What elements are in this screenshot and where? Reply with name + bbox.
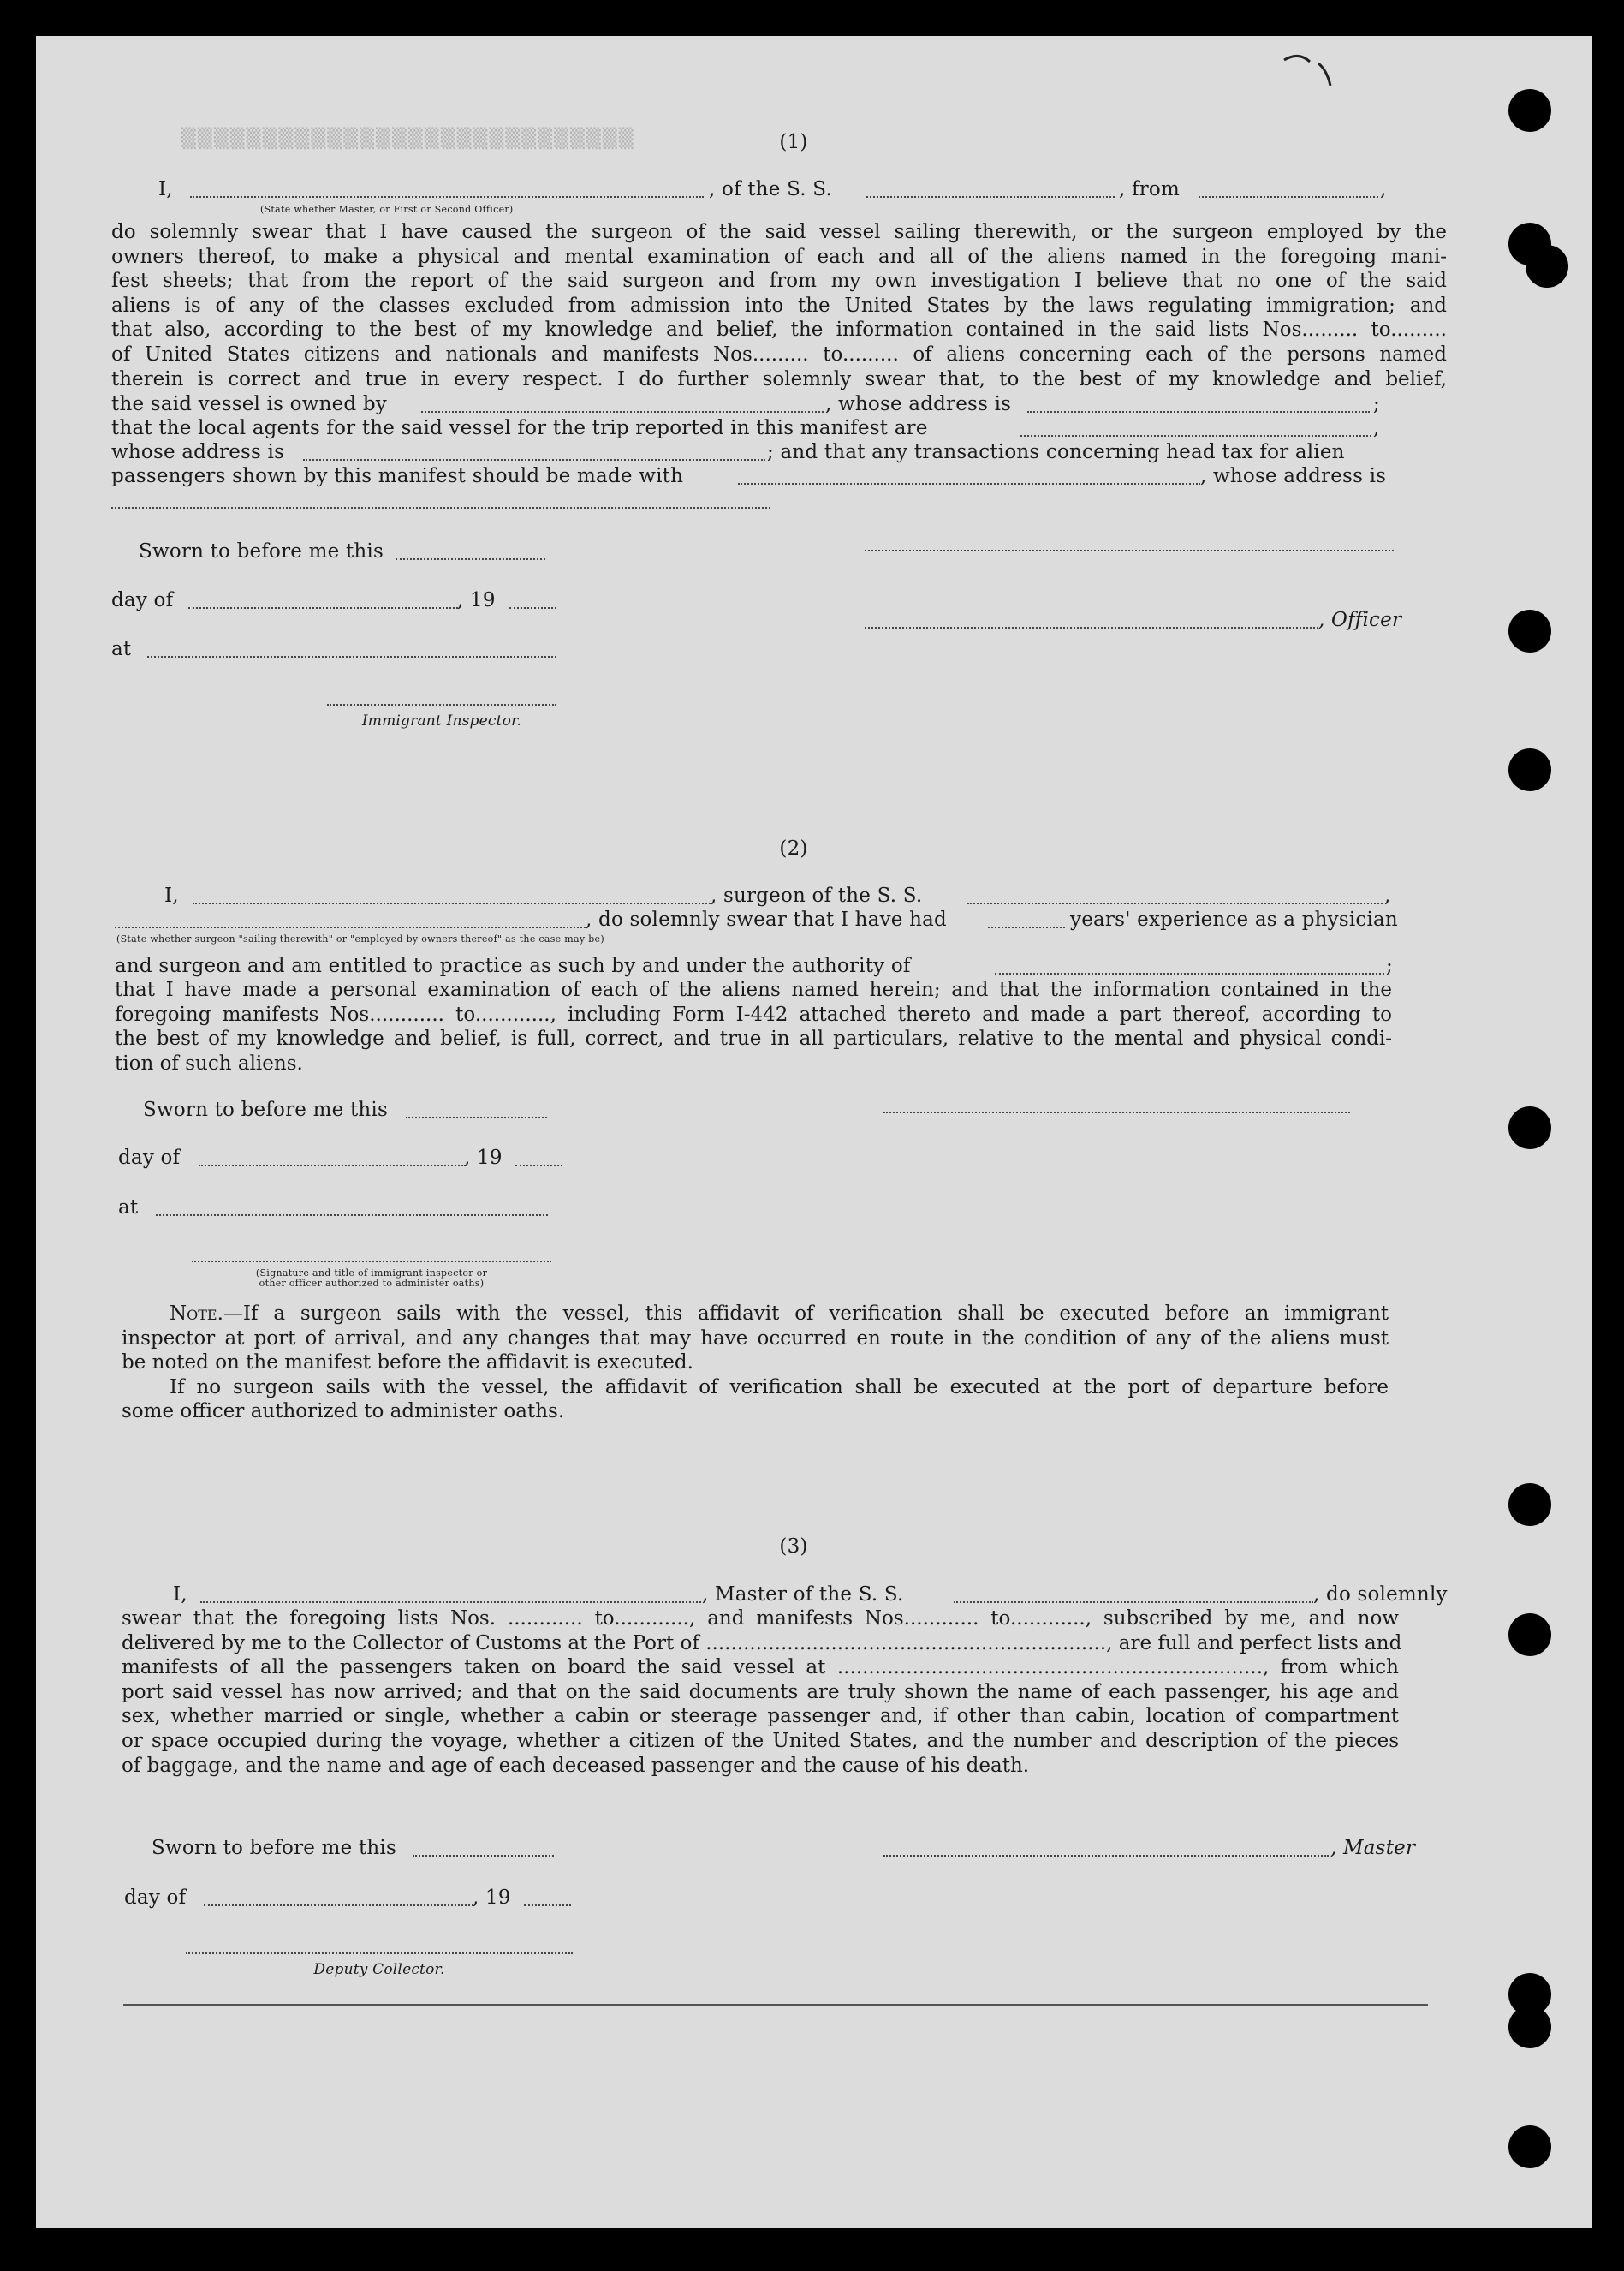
s3-master-of-label: , Master of the S. S. bbox=[702, 1583, 904, 1606]
s1-line: aliens is of any of the classes excluded from admission into the United States by the laws regulating immigration; and bbox=[111, 294, 1447, 317]
s2-entitled-text: and surgeon and am entitled to practice as such by and under the authority of bbox=[115, 955, 911, 977]
bleed-through-text: ▒▒▒▒▒▒▒▒▒▒▒▒▒▒▒▒▒▒▒▒▒▒▒▒▒▒▒▒ bbox=[181, 128, 635, 150]
s1-owner-field[interactable] bbox=[421, 411, 824, 413]
s2-sworn-day-field[interactable] bbox=[406, 1117, 547, 1118]
s3-day-of-label: day of bbox=[124, 1887, 187, 1909]
s1-head-tax-party-field[interactable] bbox=[738, 483, 1200, 485]
s1-from-label: , from bbox=[1119, 178, 1180, 200]
s2-comma: , bbox=[1384, 885, 1391, 907]
s1-inspector-label: Immigrant Inspector. bbox=[361, 712, 522, 730]
s2-surgeon-status-field[interactable] bbox=[115, 927, 586, 928]
s3-master-name-field[interactable] bbox=[200, 1601, 701, 1603]
s1-at-place-field[interactable] bbox=[147, 656, 556, 658]
s3-year-prefix: , 19 bbox=[473, 1887, 511, 1909]
section-2-heading: (2) bbox=[779, 837, 808, 860]
note-line: be noted on the manifest before the affidavit is executed. bbox=[122, 1351, 693, 1374]
s1-line: do solemnly swear that I have caused the surgeon of the said vessel sailing therewith, or the surgeon employed by the bbox=[111, 221, 1447, 243]
s2-at-place-field[interactable] bbox=[156, 1214, 548, 1216]
s1-owner-address-label: , whose address is bbox=[825, 393, 1012, 415]
note-line: inspector at port of arrival, and any changes that may have occurred en route in the condition of any of the aliens must bbox=[122, 1326, 1389, 1350]
s2-years-text: years' experience as a physician bbox=[1070, 909, 1398, 931]
punch-hole bbox=[1508, 1106, 1551, 1149]
punch-hole bbox=[1508, 1483, 1551, 1526]
bottom-rule bbox=[123, 2004, 1428, 2006]
s1-vessel-name-field[interactable] bbox=[866, 196, 1115, 198]
punch-hole bbox=[1508, 2125, 1551, 2168]
note-text: —If a surgeon sails with the vessel, this affidavit of verification shall be executed before an immigrant bbox=[223, 1302, 1389, 1325]
s1-owned-by-label: the said vessel is owned by bbox=[111, 393, 387, 415]
form-sheet bbox=[36, 36, 1592, 2228]
s2-semicolon: ; bbox=[1386, 955, 1393, 977]
s1-line: of United States citizens and nationals and manifests Nos......... to......... of aliens concerning each of the persons named bbox=[111, 343, 1447, 366]
s2-solemnly-text: , do solemnly swear that I have had bbox=[586, 909, 947, 931]
s1-oath-paragraph bbox=[111, 220, 1447, 391]
s2-year-field[interactable] bbox=[515, 1165, 562, 1166]
punch-hole bbox=[1508, 89, 1551, 132]
s3-do-solemnly: , do solemnly bbox=[1313, 1583, 1448, 1606]
s2-vessel-field[interactable] bbox=[967, 903, 1383, 904]
s1-line: therein is correct and true in every respect. I do further solemnly swear that, to the best of my knowledge and belief, bbox=[111, 367, 1447, 390]
s1-local-agents-label: that the local agents for the said vessel for the trip reported in this manifest are bbox=[111, 417, 928, 439]
s2-years-field[interactable] bbox=[988, 927, 1065, 928]
s1-from-port-field[interactable] bbox=[1199, 196, 1378, 198]
s1-inspector-signature-line[interactable] bbox=[327, 704, 556, 706]
s1-sworn-day-field[interactable] bbox=[396, 558, 545, 560]
note-line-5: some officer authorized to administer oaths. bbox=[122, 1400, 565, 1423]
s3-line: swear that the foregoing lists Nos. ............ to............, and manifests Nos............ to............, subscribed by me, and now bbox=[122, 1607, 1399, 1630]
s2-day-of-label: day of bbox=[118, 1147, 181, 1169]
s3-line: port said vessel has now arrived; and that on the said documents are truly shown the name of each passenger, his age and bbox=[122, 1680, 1399, 1703]
s2-month-field[interactable] bbox=[199, 1165, 466, 1166]
s2-line: the best of my knowledge and belief, is full, correct, and true in all particulars, relative to the mental and physical condi- bbox=[115, 1028, 1392, 1051]
s1-comma: , bbox=[1373, 417, 1380, 439]
s2-surgeon-name-field[interactable] bbox=[193, 903, 711, 904]
s1-officer-label: , Officer bbox=[1318, 609, 1402, 631]
punch-hole bbox=[1508, 610, 1551, 653]
s2-at-label: at bbox=[118, 1196, 139, 1219]
note-paragraph bbox=[122, 1302, 1389, 1424]
s1-year-field[interactable] bbox=[509, 607, 556, 609]
s3-line: of baggage, and the name and age of each deceased passenger and the cause of his death. bbox=[122, 1754, 1030, 1777]
s1-line1-comma: , bbox=[1380, 178, 1387, 200]
s2-i-label: I, bbox=[164, 885, 179, 907]
punch-hole bbox=[1508, 1613, 1551, 1656]
s1-i-label: I, bbox=[158, 178, 173, 200]
s3-collector-label: Deputy Collector. bbox=[313, 1961, 445, 1978]
s1-line: owners thereof, to make a physical and mental examination of each and all of the aliens named in the foregoing mani- bbox=[111, 245, 1447, 268]
s1-officer-signature-line[interactable] bbox=[865, 550, 1394, 551]
s1-whose-address-label-2: , whose address is bbox=[1200, 465, 1387, 487]
s1-officer-caption: (State whether Master, or First or Second Officer) bbox=[260, 204, 514, 215]
s2-line: tion of such aliens. bbox=[115, 1052, 303, 1075]
s1-head-tax-text: ; and that any transactions concerning head tax for alien bbox=[767, 441, 1345, 463]
s1-line: that also, according to the best of my knowledge and belief, the information contained in the said lists Nos......... to......... bbox=[111, 319, 1447, 342]
s2-sworn-label: Sworn to before me this bbox=[143, 1099, 388, 1121]
s3-sworn-day-field[interactable] bbox=[413, 1855, 554, 1857]
s3-line: manifests of all the passengers taken on board the said vessel at ...................................................................., from which bbox=[122, 1656, 1399, 1679]
s2-line: that I have made a personal examination of each of the aliens named herein; and that the information contained in the bbox=[115, 979, 1392, 1001]
s1-of-ss-label: , of the S. S. bbox=[709, 178, 832, 200]
s2-inspector-signature-line[interactable] bbox=[192, 1261, 551, 1262]
s2-surgeon-of-label: , surgeon of the S. S. bbox=[711, 885, 923, 907]
section-1-heading: (1) bbox=[779, 131, 808, 153]
s3-line: delivered by me to the Collector of Customs at the Port of ................................................................, are full and perfect lists and bbox=[122, 1631, 1402, 1654]
s1-sworn-label: Sworn to before me this bbox=[139, 540, 384, 563]
section-3-heading: (3) bbox=[779, 1535, 808, 1558]
note-line-4: If no surgeon sails with the vessel, the affidavit of verification shall be executed at the port of departure before bbox=[170, 1375, 1389, 1398]
s1-at-label: at bbox=[111, 638, 132, 660]
punch-hole bbox=[1508, 748, 1551, 791]
s3-line: or space occupied during the voyage, whether a citizen of the United States, and the number and description of the pieces bbox=[122, 1729, 1399, 1752]
s1-year-prefix: , 19 bbox=[457, 589, 496, 611]
s2-authority-field[interactable] bbox=[995, 973, 1384, 975]
s1-semicolon: ; bbox=[1373, 393, 1380, 415]
s3-year-field[interactable] bbox=[524, 1904, 571, 1906]
s1-head-tax-address-field[interactable] bbox=[111, 507, 770, 509]
note-line-1 bbox=[122, 1302, 1389, 1326]
s1-day-of-label: day of bbox=[111, 589, 174, 611]
punch-hole bbox=[1526, 245, 1568, 288]
s1-officer-name-field[interactable] bbox=[190, 196, 704, 198]
s1-local-agents-field[interactable] bbox=[1020, 435, 1371, 437]
s2-line: foregoing manifests Nos............ to............, including Form I-442 attached thereto and made a part thereof, according to bbox=[115, 1003, 1392, 1026]
s3-oath-paragraph bbox=[122, 1606, 1402, 1778]
s3-line: sex, whether married or single, whether a cabin or steerage passenger and, if other than cabin, location of compartment bbox=[122, 1705, 1399, 1728]
s2-surgeon-signature-line[interactable] bbox=[883, 1112, 1350, 1113]
note-label: Note. bbox=[170, 1302, 223, 1325]
handwritten-mark bbox=[1277, 45, 1354, 96]
s3-vessel-field[interactable] bbox=[954, 1601, 1313, 1603]
s1-line: fest sheets; that from the report of the said surgeon and from my own investigation I believe that no one of the said bbox=[111, 270, 1447, 293]
s2-year-prefix: , 19 bbox=[464, 1147, 503, 1169]
s1-month-field[interactable] bbox=[188, 607, 458, 609]
s3-master-signature-line[interactable] bbox=[883, 1855, 1329, 1857]
s2-status-caption: (State whether surgeon "sailing therewith" or "employed by owners thereof" as the case may be) bbox=[116, 933, 604, 945]
s3-i-label: I, bbox=[173, 1583, 187, 1606]
s2-sig-caption-2: other officer authorized to administer oaths) bbox=[259, 1278, 485, 1289]
s2-oath-paragraph bbox=[115, 978, 1392, 1076]
s3-collector-signature-line[interactable] bbox=[186, 1952, 573, 1954]
s1-passengers-label: passengers shown by this manifest should be made with bbox=[111, 465, 684, 487]
punch-hole bbox=[1508, 2006, 1551, 2048]
s3-sworn-label: Sworn to before me this bbox=[152, 1837, 396, 1859]
s3-master-label: , Master bbox=[1330, 1837, 1416, 1859]
s1-owner-address-field[interactable] bbox=[1027, 411, 1370, 413]
s1-officer-title-line[interactable] bbox=[865, 627, 1318, 629]
s1-agents-address-field[interactable] bbox=[303, 459, 765, 461]
s3-month-field[interactable] bbox=[204, 1904, 473, 1906]
s2-sig-caption-1: (Signature and title of immigrant inspector or bbox=[255, 1267, 488, 1279]
s1-agents-address-label: whose address is bbox=[111, 441, 285, 463]
